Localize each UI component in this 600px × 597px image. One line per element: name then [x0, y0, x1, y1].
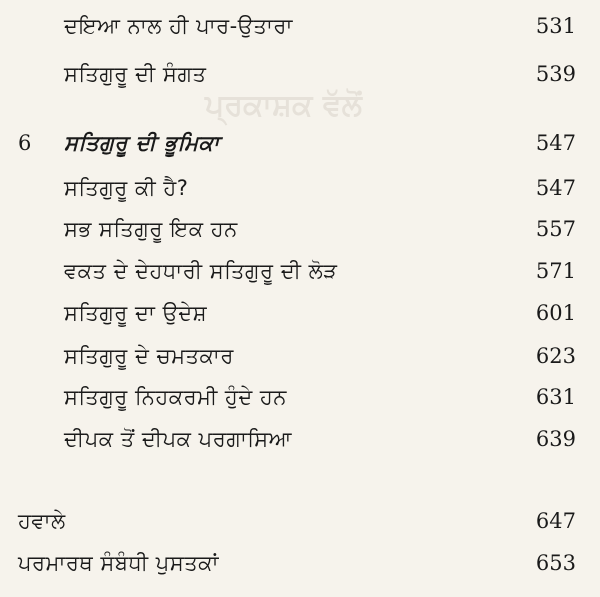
- toc-entry[interactable]: [0, 172, 600, 204]
- toc-entry[interactable]: [0, 297, 600, 329]
- toc-entry[interactable]: [0, 58, 600, 90]
- toc-entry-title: ਹਵਾਲੇ: [18, 509, 66, 533]
- toc-entry-title: ਸਤਿਗੁਰੂ ਦਾ ਉਦੇਸ਼: [64, 301, 208, 325]
- toc-entry-page: 531: [535, 14, 576, 38]
- toc-entry-title: ਸਤਿਗੁਰੂ ਦੇ ਚਮਤਕਾਰ: [64, 344, 234, 368]
- toc-entry-title: ਵਕਤ ਦੇ ਦੇਹਧਾਰੀ ਸਤਿਗੁਰੂ ਦੀ ਲੋੜ: [64, 259, 338, 283]
- chapter-number: 6: [18, 131, 32, 155]
- toc-entry-page: 647: [535, 509, 576, 533]
- toc-entry-page: 547: [535, 176, 576, 200]
- toc-entry-page: 557: [535, 217, 576, 241]
- toc-entry-title: ਸਤਿਗੁਰੂ ਨਿਹਕਰਮੀ ਹੁੰਦੇ ਹਨ: [64, 385, 287, 409]
- toc-entry-page: 571: [535, 259, 576, 283]
- toc-entry-title: ਸਭ ਸਤਿਗੁਰੂ ਇਕ ਹਨ: [64, 217, 238, 241]
- toc-entry[interactable]: [0, 255, 600, 287]
- toc-entry-page: 539: [535, 62, 576, 86]
- chapter-title: ਸਤਿਗੁਰੂ ਦੀ ਭੂਮਿਕਾ: [64, 131, 220, 155]
- toc-entry[interactable]: [0, 423, 600, 455]
- toc-entry[interactable]: [0, 381, 600, 413]
- toc-entry-title: ਦਇਆ ਨਾਲ ਹੀ ਪਾਰ-ਉਤਾਰਾ: [64, 14, 293, 38]
- toc-entry-page: 631: [535, 385, 576, 409]
- toc-entry[interactable]: [0, 340, 600, 372]
- toc-entry-page: 653: [535, 551, 576, 575]
- bleed-through-text: ਪ੍ਰਕਾਸ਼ਕ ਵੱਲੋਂ: [205, 88, 362, 123]
- toc-entry-page: 623: [535, 344, 576, 368]
- toc-entry[interactable]: [0, 505, 600, 537]
- toc-entry-title: ਦੀਪਕ ਤੋਂ ਦੀਪਕ ਪਰਗਾਸਿਆ: [64, 427, 292, 451]
- toc-entry-title: ਪਰਮਾਰਥ ਸੰਬੰਧੀ ਪੁਸਤਕਾਂ: [18, 551, 219, 575]
- toc-entry[interactable]: [0, 547, 600, 579]
- toc-entry[interactable]: [0, 213, 600, 245]
- toc-entry-page: 547: [535, 131, 576, 155]
- toc-chapter-heading[interactable]: [0, 127, 600, 159]
- toc-entry-title: ਸਤਿਗੁਰੂ ਦੀ ਸੰਗਤ: [64, 62, 207, 86]
- toc-entry-page: 639: [535, 427, 576, 451]
- toc-entry-page: 601: [535, 301, 576, 325]
- toc-entry[interactable]: [0, 10, 600, 42]
- toc-entry-title: ਸਤਿਗੁਰੂ ਕੀ ਹੈ?: [64, 176, 189, 200]
